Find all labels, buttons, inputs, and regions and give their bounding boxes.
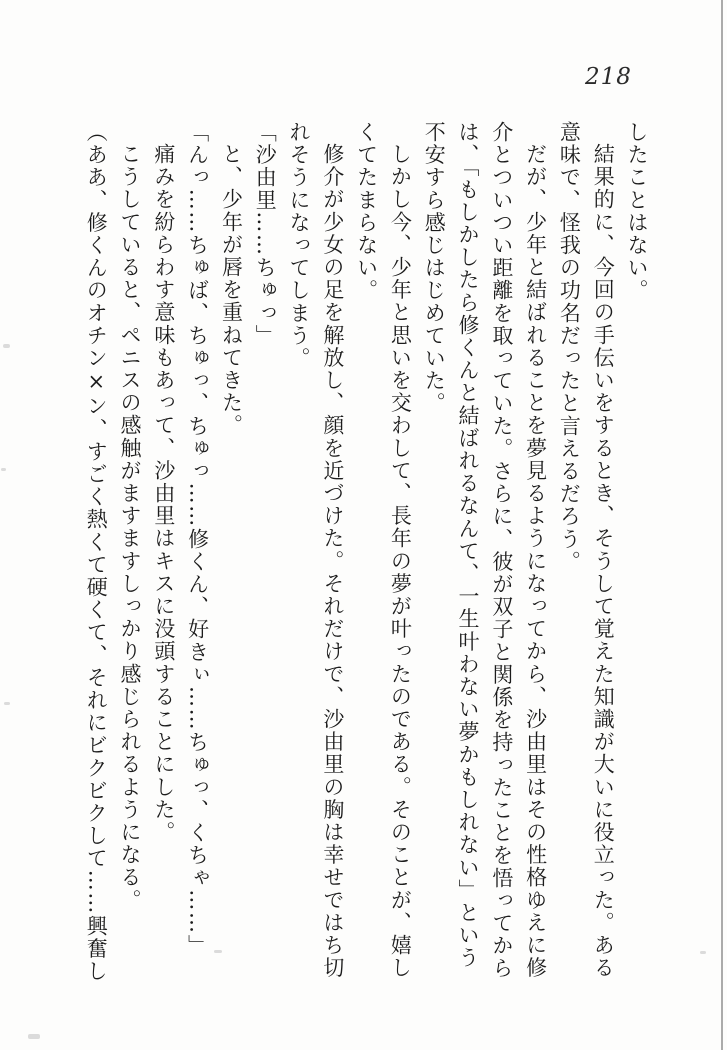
text-column: こうしていると、ペニスの感触がますますしっかり感じられるようになる。	[118, 143, 143, 912]
text-column: 「んっ……ちゅば、ちゅっ、ちゅっ……修くん、好きぃ……ちゅっ、くちゃ……」	[185, 121, 210, 958]
scan-speck	[1, 468, 6, 471]
scan-speck	[3, 344, 10, 348]
scan-speck	[4, 702, 10, 705]
text-column: 痛みを紛らわす意味もあって、沙由里はキスに没頭することにした。	[151, 143, 176, 844]
text-column: 意味で、怪我の功名だったと言えるだろう。	[557, 121, 582, 573]
scan-speck	[28, 1034, 40, 1039]
page-number: 218	[585, 64, 632, 90]
text-column: だが、少年と結ばれることを夢見るようになってから、沙由里はその性格ゆえに修	[523, 143, 548, 980]
text-column: は、「もしかしたら修くんと結ばれるなんて、一生叶わない夢かもしれない」という	[456, 121, 481, 970]
text-column: 介とついつい距離を取っていた。さらに、彼が双子と関係を持ったことを悟ってから	[489, 121, 514, 980]
scan-speck	[214, 950, 222, 953]
text-column: 不安すら感じはじめていた。	[422, 121, 447, 415]
text-column: 修介が少女の足を解放し、顔を近づけた。それだけで、沙由里の胸は幸せではち切	[320, 143, 345, 980]
text-column: れそうになってしまう。	[287, 121, 312, 370]
text-column: しかし今、少年と思いを交わして、長年の夢が叶ったのである。そのことが、嬉し	[388, 143, 413, 980]
text-column: したことはない。	[625, 121, 649, 302]
text-column: 結果的に、今回の手伝いをするとき、そうして覚えた知識が大いに役立った。ある	[591, 143, 616, 980]
text-column: くてたまらない。	[354, 121, 379, 302]
scan-speck	[700, 951, 706, 954]
text-column: （ああ、修くんのオチン×ン、すごく熱くて硬くて、それにビクビクして……興奮し	[84, 121, 109, 983]
text-column: と、少年が唇を重ねてきた。	[219, 143, 244, 437]
page-edge-line	[721, 0, 723, 1050]
page-text	[78, 121, 653, 1011]
text-column: 「沙由里……ちゅっ」	[253, 121, 278, 347]
